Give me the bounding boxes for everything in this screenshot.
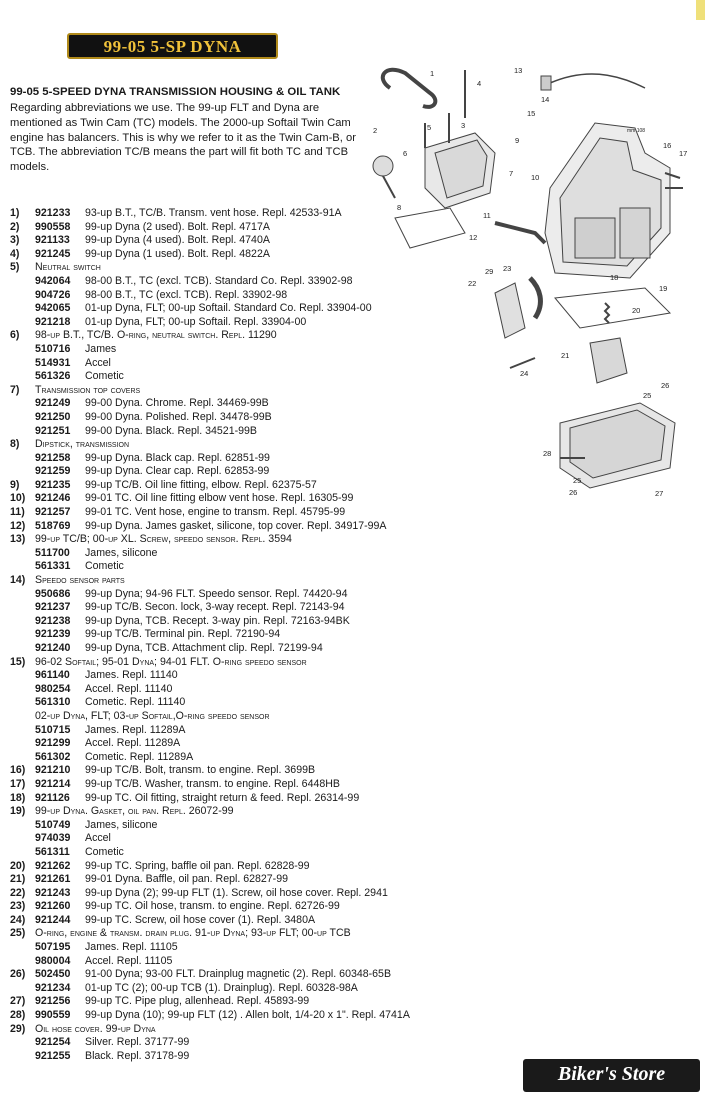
part-number: 921245: [35, 247, 71, 260]
part-number: 561311: [35, 845, 70, 858]
group-caption: Dipstick, transmission: [35, 438, 130, 451]
part-number: 502450: [35, 968, 71, 981]
part-number: 921259: [35, 465, 71, 478]
part-description: Cometic. Repl. 11289A: [85, 750, 194, 763]
part-description: 99-up Dyna. Black cap. Repl. 62851-99: [85, 451, 270, 464]
part-row: [10, 737, 450, 751]
part-row: [10, 819, 450, 833]
callout-17: 17: [679, 149, 688, 158]
part-row: [10, 520, 450, 534]
part-number: 921258: [35, 451, 71, 464]
part-description: 98-00 B.T., TC (excl. TCB). Repl. 33902-98: [85, 288, 288, 301]
item-number: 28): [10, 1009, 26, 1022]
callout-28: 28: [543, 449, 552, 458]
part-description: 99-00 Dyna. Polished. Repl. 34478-99B: [85, 410, 272, 423]
page-banner: [67, 33, 278, 59]
item-number: 27): [10, 995, 26, 1008]
part-number: 921239: [35, 628, 71, 641]
part-row: [10, 656, 450, 670]
part-description: 98-00 B.T., TC (excl. TCB). Standard Co. Repl. 33902-98: [85, 274, 353, 287]
part-description: 99-up Dyna (2 used). Bolt. Repl. 4717A: [85, 220, 270, 233]
part-description: 99-up Dyna. James gasket, silicone, top cover. Repl. 34917-99A: [85, 519, 387, 532]
part-number: 921243: [35, 886, 71, 899]
callout-12: 12: [469, 233, 478, 242]
callout-19: 19: [659, 284, 668, 293]
item-number: 24): [10, 913, 26, 926]
item-number: 25): [10, 927, 26, 940]
part-number: 921240: [35, 642, 71, 654]
part-number: 921133: [35, 234, 70, 247]
part-description: Accel. Repl. 11105: [85, 954, 173, 967]
part-number: 990559: [35, 1009, 71, 1022]
part-description: Accel: [85, 356, 111, 369]
exploded-parts-diagram: [365, 58, 700, 503]
part-description: 93-up B.T., TC/B. Transm. vent hose. Repl. 42533-91A: [85, 207, 342, 219]
group-caption: 99-up Dyna. Gasket, oil pan. Repl. 26072-99: [35, 805, 234, 818]
callout-7: 7: [509, 169, 514, 178]
part-description: 99-up TC/B. Secon. lock, 3-way recept. Repl. 72143-94: [85, 601, 345, 614]
callout-11: 11: [483, 211, 491, 220]
part-number: 921261: [35, 873, 71, 886]
group-caption: Transmission top covers: [35, 383, 141, 396]
part-description: 99-up Dyna, TCB. Recept. 3-way pin. Repl. 72163-94BK: [85, 614, 350, 627]
part-number: 974039: [35, 832, 71, 845]
part-description: 99-01 TC. Oil line fitting elbow vent hose. Repl. 16305-99: [85, 492, 354, 505]
part-description: 99-01 Dyna. Baffle, oil pan. Repl. 62827-99: [85, 873, 288, 886]
item-number: 26): [10, 968, 26, 981]
part-description: 99-00 Dyna. Black. Repl. 34521-99B: [85, 424, 257, 437]
part-row: [10, 900, 450, 914]
part-number: 921237: [35, 601, 71, 614]
part-row: [10, 696, 450, 710]
group-caption: Neutral switch: [35, 261, 101, 274]
part-description: 99-up TC. Oil fitting, straight return & feed. Repl. 26314-99: [85, 791, 360, 804]
part-description: 99-up Dyna (4 used). Bolt. Repl. 4740A: [85, 234, 270, 247]
callout-13: 13: [514, 66, 523, 75]
part-number: 921246: [35, 492, 71, 505]
part-description: Cometic. Repl. 11140: [85, 696, 186, 709]
part-row: [10, 764, 450, 778]
part-description: 99-up Dyna, TCB. Attachment clip. Repl. 72199-94: [85, 642, 323, 654]
part-description: 99-up TC. Spring, baffle oil pan. Repl. 62828-99: [85, 859, 310, 872]
item-number: 13): [10, 533, 26, 546]
diagram-small-label: mm 108: [627, 128, 646, 134]
part-row: [10, 914, 450, 928]
part-row: [10, 710, 450, 724]
part-number: 518769: [35, 519, 71, 532]
part-number: 921244: [35, 913, 71, 926]
part-description: 99-00 Dyna. Chrome. Repl. 34469-99B: [85, 397, 269, 410]
callout-23: 23: [503, 264, 512, 273]
item-number: 5): [10, 261, 20, 274]
item-number: 15): [10, 655, 26, 668]
vent-hose-part: [383, 70, 436, 107]
callout-15: 15: [527, 109, 536, 118]
part-number: 921234: [35, 981, 71, 994]
part-description: 99-up TC/B. Washer, transm. to engine. Repl. 6448HB: [85, 777, 340, 790]
part-number: 990558: [35, 220, 71, 233]
part-number: 510749: [35, 818, 71, 831]
part-description: 01-up TC (2); 00-up TCB (1). Drainplug). Repl. 60328-98A: [85, 981, 358, 994]
part-row: [10, 588, 450, 602]
item-number: 23): [10, 900, 26, 913]
part-number: 921262: [35, 859, 71, 872]
callout-4: 4: [477, 79, 482, 88]
part-number: 561302: [35, 750, 71, 763]
part-row: [10, 628, 450, 642]
part-description: Cometic: [85, 845, 124, 858]
part-number: 514931: [35, 356, 71, 369]
group-caption: 02-up Dyna, FLT; 03-up Softail,O-ring speedo sensor: [35, 709, 270, 722]
callout-2: 2: [373, 126, 378, 135]
callout-1: 1: [430, 69, 435, 78]
item-number: 11): [10, 506, 25, 519]
part-number: 904726: [35, 288, 71, 301]
part-description: 99-up Dyna (10); 99-up FLT (12) . Allen bolt, 1/4-20 x 1". Repl. 4741A: [85, 1009, 410, 1022]
part-description: 99-up Dyna; 94-96 FLT. Speedo sensor. Repl. 74420-94: [85, 587, 348, 600]
part-row: [10, 778, 450, 792]
callout-3: 3: [461, 121, 466, 130]
callout-21: 21: [561, 351, 570, 360]
part-row: [10, 615, 450, 629]
callout-10: 10: [531, 173, 540, 182]
callout-18: 18: [610, 273, 619, 282]
part-row: [10, 683, 450, 697]
part-row: [10, 560, 450, 574]
part-row: [10, 1023, 450, 1037]
part-description: James: [85, 342, 117, 355]
item-number: 8): [10, 438, 20, 451]
part-description: 99-01 TC. Vent hose, engine to transm. Repl. 45795-99: [85, 506, 346, 519]
group-caption: Oil hose cover. 99-up Dyna: [35, 1022, 156, 1035]
part-row: [10, 873, 450, 887]
part-description: Silver. Repl. 37177-99: [85, 1036, 190, 1049]
part-description: 99-up Dyna (1 used). Bolt. Repl. 4822A: [85, 247, 270, 260]
part-row: [10, 547, 450, 561]
part-number: 921235: [35, 478, 71, 491]
part-row: [10, 1050, 450, 1064]
part-description: Accel: [85, 832, 111, 845]
part-number: 950686: [35, 587, 71, 600]
item-number: 16): [10, 764, 26, 777]
part-description: James. Repl. 11140: [85, 669, 178, 682]
part-row: [10, 751, 450, 765]
callout-27: 27: [655, 489, 664, 498]
callout-26-upper: 26: [661, 381, 670, 390]
part-number: 980004: [35, 954, 71, 967]
part-description: 99-up TC. Screw, oil hose cover (1). Repl. 3480A: [85, 913, 316, 926]
logo-text: Biker's Store: [557, 1063, 666, 1085]
part-number: 510716: [35, 342, 71, 355]
part-description: Cometic: [85, 560, 124, 573]
part-number: 921233: [35, 207, 71, 219]
callout-26-lower: 26: [569, 488, 578, 497]
part-row: [10, 805, 450, 819]
part-row: [10, 792, 450, 806]
item-number: 1): [10, 207, 20, 219]
part-description: James, silicone: [85, 818, 158, 831]
part-number: 921256: [35, 995, 71, 1008]
item-number: 9): [10, 478, 20, 491]
part-number: 507195: [35, 941, 71, 954]
callout-24: 24: [520, 369, 529, 378]
callout-9: 9: [515, 136, 520, 145]
part-number: 980254: [35, 682, 71, 695]
section-heading: 99-05 5-SPEED DYNA TRANSMISSION HOUSING & OIL TANK: [10, 86, 341, 98]
part-row: [10, 642, 450, 656]
part-row: [10, 887, 450, 901]
part-number: 921238: [35, 614, 71, 627]
part-description: 91-00 Dyna; 93-00 FLT. Drainplug magnetic (2). Repl. 60348-65B: [85, 968, 392, 981]
item-number: 18): [10, 791, 26, 804]
bikers-store-logo: [523, 1059, 700, 1092]
item-number: 10): [10, 492, 26, 505]
part-description: Accel. Repl. 11289A: [85, 737, 181, 750]
callout-25-lower: 25: [573, 476, 582, 485]
part-number: 942064: [35, 274, 71, 287]
part-description: James. Repl. 11105: [85, 941, 178, 954]
part-row: [10, 601, 450, 615]
banner-title: 99-05 5-SP DYNA: [103, 37, 242, 56]
intro-paragraph: Regarding abbreviations we use. The 99-up FLT and Dyna are mentioned as Twin Cam (TC) models. The 2000-up Softail Twin Cam engine has balancers. This is why we refer to it as the Twin Cam-B, or TCB. The abbreviation TC/B means the part will fit both TC and TCB models.: [10, 102, 356, 174]
part-description: 99-up TC/B. Bolt, transm. to engine. Repl. 3699B: [85, 764, 316, 777]
part-row: [10, 832, 450, 846]
top-cover-gasket-part: [395, 208, 465, 248]
part-number: 921251: [35, 424, 71, 437]
part-description: Cometic: [85, 370, 124, 383]
callout-5: 5: [427, 123, 432, 132]
item-number: 7): [10, 383, 20, 396]
part-number: 921250: [35, 410, 71, 423]
item-number: 21): [10, 873, 26, 886]
part-description: James, silicone: [85, 546, 158, 559]
callout-16: 16: [663, 141, 672, 150]
part-row: [10, 1036, 450, 1050]
part-description: 01-up Dyna, FLT; 00-up Softail. Standard Co. Repl. 33904-00: [85, 302, 372, 315]
page-edge-tab: [696, 0, 705, 20]
part-row: [10, 533, 450, 547]
part-description: 99-up TC/B. Oil line fitting, elbow. Repl. 62375-57: [85, 478, 317, 491]
part-description: 01-up Dyna, FLT; 00-up Softail. Repl. 33904-00: [85, 315, 307, 328]
part-number: 921299: [35, 737, 71, 750]
part-row: [10, 724, 450, 738]
part-row: [10, 506, 450, 520]
part-row: [10, 955, 450, 969]
part-description: 99-up TC/B. Terminal pin. Repl. 72190-94: [85, 628, 281, 641]
item-number: 17): [10, 777, 26, 790]
group-caption: 99-up TC/B; 00-up XL. Screw, speedo sensor. Repl. 3594: [35, 533, 292, 546]
item-number: 3): [10, 234, 20, 247]
callout-25-upper: 25: [643, 391, 652, 400]
item-number: 22): [10, 886, 26, 899]
part-number: 511700: [35, 546, 70, 559]
callout-8: 8: [397, 203, 402, 212]
part-number: 921214: [35, 777, 71, 790]
part-description: Black. Repl. 37178-99: [85, 1049, 190, 1062]
group-caption: 96-02 Softail; 95-01 Dyna; 94-01 FLT. O-ring speedo sensor: [35, 655, 307, 668]
group-caption: Speedo sensor parts: [35, 574, 125, 587]
oil-pan-gasket-part: [555, 288, 670, 328]
part-number: 921260: [35, 900, 71, 913]
item-number: 2): [10, 220, 20, 233]
part-number: 921210: [35, 764, 71, 777]
part-description: 99-up Dyna. Clear cap. Repl. 62853-99: [85, 465, 270, 478]
group-caption: 98-up B.T., TC/B. O-ring, neutral switch. Repl. 11290: [35, 329, 277, 342]
part-row: [10, 927, 450, 941]
part-number: 921254: [35, 1036, 71, 1049]
part-row: [10, 941, 450, 955]
part-number: 561331: [35, 560, 71, 573]
part-description: 99-up Dyna (2); 99-up FLT (1). Screw, oil hose cover. Repl. 2941: [85, 886, 388, 899]
item-number: 29): [10, 1022, 26, 1035]
part-number: 921218: [35, 315, 71, 328]
part-number: 921249: [35, 397, 71, 410]
part-row: [10, 846, 450, 860]
callout-6: 6: [403, 149, 408, 158]
part-row: [10, 860, 450, 874]
item-number: 19): [10, 805, 26, 818]
part-number: 921255: [35, 1049, 71, 1062]
item-number: 4): [10, 247, 20, 260]
part-number: 561310: [35, 696, 71, 709]
part-description: 99-up TC. Oil hose, transm. to engine. Repl. 62726-99: [85, 900, 340, 913]
callout-14: 14: [541, 95, 550, 104]
part-description: James. Repl. 11289A: [85, 723, 186, 736]
part-row: [10, 669, 450, 683]
callout-29: 29: [485, 267, 494, 276]
item-number: 12): [10, 519, 26, 532]
part-number: 961140: [35, 669, 70, 682]
part-number: 561326: [35, 370, 71, 383]
part-row: [10, 968, 450, 982]
part-number: 921257: [35, 506, 71, 519]
part-row: [10, 995, 450, 1009]
part-number: 510715: [35, 723, 71, 736]
part-description: Accel. Repl. 11140: [85, 682, 173, 695]
group-caption: O-ring, engine & transm. drain plug. 91-up Dyna; 93-up FLT; 00-up TCB: [35, 927, 351, 940]
callout-20: 20: [632, 306, 641, 315]
part-row: [10, 1009, 450, 1023]
part-row: [10, 982, 450, 996]
callout-22: 22: [468, 279, 477, 288]
part-description: 99-up TC. Pipe plug, allenhead. Repl. 45893-99: [85, 995, 310, 1008]
item-number: 14): [10, 574, 26, 587]
part-number: 942065: [35, 302, 71, 315]
item-number: 20): [10, 859, 26, 872]
part-row: [10, 574, 450, 588]
oil-pan-baffle-part: [590, 338, 627, 383]
part-number: 921126: [35, 791, 70, 804]
item-number: 6): [10, 329, 20, 342]
